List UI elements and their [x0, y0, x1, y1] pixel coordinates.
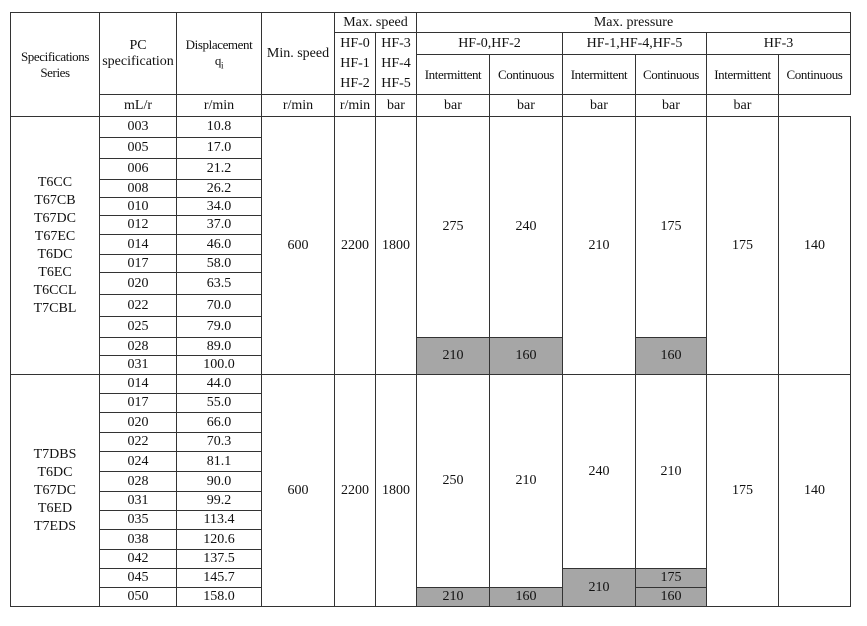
- pc-cell: 038: [100, 530, 177, 550]
- c-continuous-cell: 140: [779, 117, 851, 375]
- displacement-cell: 44.0: [177, 375, 262, 394]
- unit-bar: bar: [417, 95, 490, 117]
- unit-speed1: r/min: [262, 95, 335, 117]
- b-intermittent-low-cell: 210: [563, 569, 636, 607]
- b-intermittent-cell: 240: [563, 375, 636, 569]
- b-continuous-cell: 210: [636, 375, 707, 569]
- displacement-cell: 17.0: [177, 138, 262, 159]
- b-continuous-header: Continuous: [636, 55, 707, 95]
- pc-cell: 014: [100, 235, 177, 255]
- displacement-cell: 46.0: [177, 235, 262, 255]
- unit-bar: bar: [707, 95, 779, 117]
- displacement-cell: 37.0: [177, 216, 262, 235]
- pc-cell: 031: [100, 492, 177, 511]
- a-continuous-low-cell: 160: [490, 588, 563, 607]
- displacement-cell: 100.0: [177, 356, 262, 375]
- speed2-cell: 1800: [376, 375, 417, 607]
- pc-cell: 022: [100, 433, 177, 452]
- a-intermittent-cell: 250: [417, 375, 490, 588]
- speed-col1-header: HF-0 HF-1 HF-2: [335, 33, 376, 95]
- pc-header: PC specification: [100, 13, 177, 95]
- group-b-header: HF-1,HF-4,HF-5: [563, 33, 707, 55]
- unit-bar: bar: [376, 95, 417, 117]
- pc-cell: 031: [100, 356, 177, 375]
- c-intermittent-cell: 175: [707, 375, 779, 607]
- pc-cell: 028: [100, 338, 177, 356]
- displacement-cell: 34.0: [177, 198, 262, 216]
- pc-cell: 008: [100, 180, 177, 198]
- c-intermittent-header: Intermittent: [707, 55, 779, 95]
- specifications-table: [10, 12, 851, 607]
- a-continuous-low-cell: 160: [490, 338, 563, 375]
- pc-cell: 020: [100, 273, 177, 295]
- displacement-cell: 70.0: [177, 295, 262, 317]
- header-row-1: [11, 13, 851, 33]
- group-c-header: HF-3: [707, 33, 851, 55]
- a-continuous-cell: 210: [490, 375, 563, 588]
- max-pressure-header: Max. pressure: [417, 13, 851, 33]
- group-a-header: HF-0,HF-2: [417, 33, 563, 55]
- displacement-cell: 113.4: [177, 511, 262, 530]
- c-intermittent-cell: 175: [707, 117, 779, 375]
- min-speed-cell: 600: [262, 375, 335, 607]
- pc-cell: 017: [100, 255, 177, 273]
- displacement-cell: 26.2: [177, 180, 262, 198]
- speed-col2-header: HF-3 HF-4 HF-5: [376, 33, 417, 95]
- displacement-cell: 81.1: [177, 452, 262, 472]
- displacement-cell: 66.0: [177, 413, 262, 433]
- pc-cell: 050: [100, 588, 177, 607]
- unit-displacement: mL/r: [100, 95, 177, 117]
- unit-bar: bar: [636, 95, 707, 117]
- displacement-cell: 10.8: [177, 117, 262, 138]
- pc-cell: 042: [100, 550, 177, 569]
- c-continuous-header: Continuous: [779, 55, 851, 95]
- speed1-cell: 2200: [335, 117, 376, 375]
- a-continuous-cell: 240: [490, 117, 563, 338]
- displacement-cell: 137.5: [177, 550, 262, 569]
- b-intermittent-header: Intermittent: [563, 55, 636, 95]
- displacement-cell: 89.0: [177, 338, 262, 356]
- table-row: [11, 375, 851, 394]
- unit-min-speed: r/min: [177, 95, 262, 117]
- a-intermittent-cell: 275: [417, 117, 490, 338]
- pc-cell: 005: [100, 138, 177, 159]
- speed2-cell: 1800: [376, 117, 417, 375]
- series-cell-group2: T7DBS T6DC T67DC T6ED T7EDS: [11, 375, 100, 607]
- displacement-cell: 63.5: [177, 273, 262, 295]
- max-speed-header: Max. speed: [335, 13, 417, 33]
- displacement-cell: 120.6: [177, 530, 262, 550]
- pc-cell: 025: [100, 317, 177, 338]
- b-continuous-mid-cell: 175: [636, 569, 707, 588]
- series-cell-group1: T6CC T67CB T67DC T67EC T6DC T6EC T6CCL T7CBL: [11, 117, 100, 375]
- min-speed-cell: 600: [262, 117, 335, 375]
- unit-bar: bar: [490, 95, 563, 117]
- displacement-cell: 158.0: [177, 588, 262, 607]
- speed1-cell: 2200: [335, 375, 376, 607]
- unit-bar: bar: [563, 95, 636, 117]
- pc-cell: 022: [100, 295, 177, 317]
- b-continuous-low-cell: 160: [636, 338, 707, 375]
- a-continuous-header: Continuous: [490, 55, 563, 95]
- displacement-cell: 90.0: [177, 472, 262, 492]
- displacement-cell: 55.0: [177, 394, 262, 413]
- displacement-cell: 79.0: [177, 317, 262, 338]
- pc-cell: 006: [100, 159, 177, 180]
- b-continuous-cell: 175: [636, 117, 707, 338]
- pc-cell: 012: [100, 216, 177, 235]
- a-intermittent-header: Intermittent: [417, 55, 490, 95]
- c-continuous-cell: 140: [779, 375, 851, 607]
- pc-cell: 028: [100, 472, 177, 492]
- displacement-cell: 58.0: [177, 255, 262, 273]
- displacement-cell: 99.2: [177, 492, 262, 511]
- unit-speed2: r/min: [335, 95, 376, 117]
- pc-cell: 017: [100, 394, 177, 413]
- series-header: Specifications Series: [11, 13, 100, 117]
- displacement-cell: 70.3: [177, 433, 262, 452]
- displacement-cell: 145.7: [177, 569, 262, 588]
- a-intermittent-low-cell: 210: [417, 588, 490, 607]
- pc-cell: 020: [100, 413, 177, 433]
- units-row: [11, 95, 851, 117]
- pc-cell: 014: [100, 375, 177, 394]
- displacement-header: Displacement $q_i$: [177, 13, 262, 95]
- b-intermittent-cell: 210: [563, 117, 636, 375]
- b-continuous-low-cell: 160: [636, 588, 707, 607]
- a-intermittent-low-cell: 210: [417, 338, 490, 375]
- displacement-cell: 21.2: [177, 159, 262, 180]
- pc-cell: 010: [100, 198, 177, 216]
- pc-cell: 003: [100, 117, 177, 138]
- pc-cell: 035: [100, 511, 177, 530]
- table-row: [11, 117, 851, 138]
- min-speed-header: Min. speed: [262, 13, 335, 95]
- pc-cell: 024: [100, 452, 177, 472]
- pc-cell: 045: [100, 569, 177, 588]
